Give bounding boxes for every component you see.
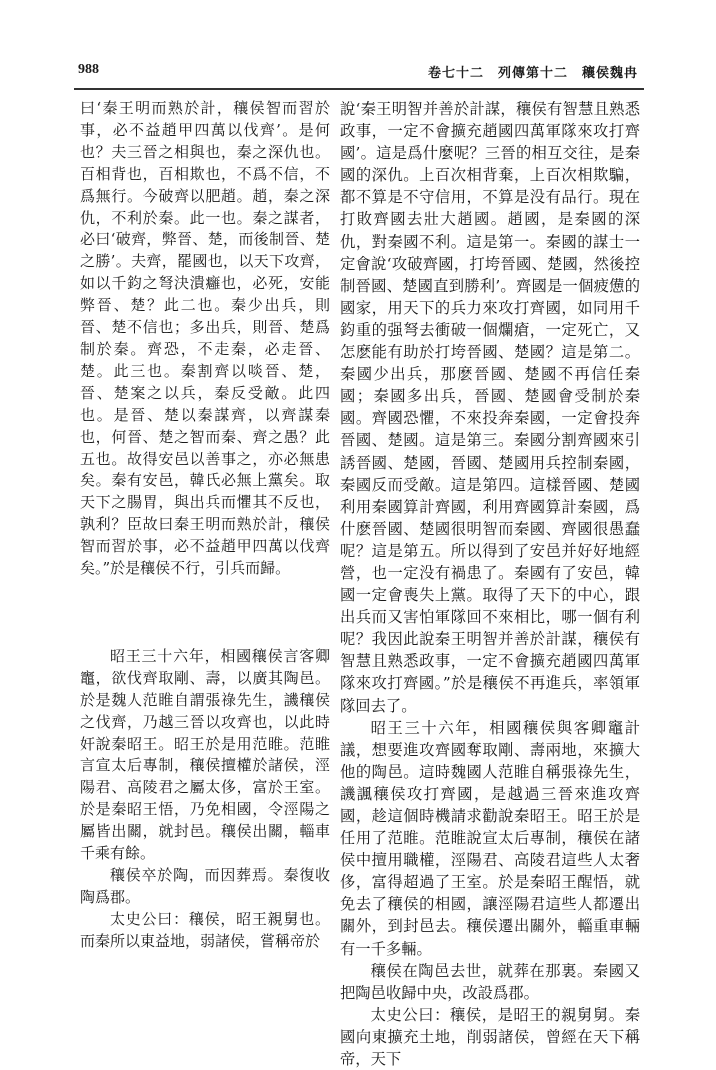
classical-paragraph: 太史公曰：穰侯，昭王親舅也。而秦所以東益地，弱諸侯，嘗稱帝於 bbox=[80, 909, 330, 950]
translation-paragraph: 太史公曰：穰侯，是昭王的親舅舅。秦國向東擴充土地，削弱諸侯，曾經在天下稱帝，天下 bbox=[340, 1005, 640, 1069]
section-gap bbox=[80, 580, 330, 646]
page-header bbox=[78, 58, 638, 86]
classical-paragraph: 穰侯卒於陶，而因葬焉。秦復收陶爲郡。 bbox=[80, 866, 330, 906]
running-title: 卷七十二 列傳第十二 穰侯魏冉 bbox=[427, 66, 638, 81]
translation-paragraph: 穰侯在陶邑去世，就葬在那裏。秦國又把陶邑收歸中央，改設爲郡。 bbox=[340, 961, 640, 1002]
translation-column bbox=[340, 98, 640, 1070]
classical-paragraph: 昭王三十六年，相國穰侯言客卿竈，欲伐齊取剛、壽，以廣其陶邑。於是魏人范睢自謂張祿先生，譏穰侯之伐齊，乃越三晉以攻齊也，以此時奸說秦昭王。昭王於是用范睢。范睢言宣太后專制，穰侯擅權於諸侯，涇陽君、高陵君之屬太侈，富於王室。於是秦昭王悟，乃免相國，令涇陽之屬皆出關，就封邑。穰侯出關，輜車千乘有餘。 bbox=[80, 646, 330, 863]
page-number: 988 bbox=[78, 62, 99, 77]
classical-paragraph: 曰‘秦王明而熟於計，穰侯智而習於事，必不益趙甲四萬以伐齊’。是何也？夫三晉之相與也，秦之深仇也。百相背也，百相欺也，不爲不信，不爲無行。今破齊以肥趙。趙，秦之深仇，不利於秦。此一也。秦之謀者，必曰‘破齊，弊晉、楚，而後制晉、楚之勝’。夫齊，罷國也，以天下攻齊，如以千鈞之弩決潰癰也，必死，安能弊晉、楚？此二也。秦少出兵，則晉、楚不信也；多出兵，則晉、楚爲制於秦。齊恐，不走秦，必走晉、楚。此三也。秦割齊以啖晉、楚，晉、楚案之以兵，秦反受敵。此四也。是晉、楚以秦謀齊，以齊謀秦也，何晉、楚之智而秦、齊之愚？此五也。故得安邑以善事之，亦必無患矣。秦有安邑，韓氏必無上黨矣。取天下之腸胃，與出兵而懼其不反也，孰利？臣故曰秦王明而熟於計，穰侯智而習於事，必不益趙甲四萬以伐齊矣。”於是穰侯不行，引兵而歸。 bbox=[80, 99, 330, 578]
translation-paragraph: 昭王三十六年，相國穰侯與客卿竈計議，想要進攻齊國奪取剛、壽兩地，來擴大他的陶邑。這時魏國人范睢自稱張祿先生，譏諷穰侯攻打齊國，是越過三晉來進攻齊國，趁這個時機請求勸說秦昭王。昭王於是任用了范睢。范睢說宣太后專制，穰侯在諸侯中擅用職權，涇陽君、高陵君這些人太奢侈，富得超過了王室。於是秦昭王醒悟，就免去了穰侯的相國，讓涇陽君這些人都遷出關外，到封邑去。穰侯遷出關外，輜重車輛有一千多輛。 bbox=[340, 718, 640, 958]
classical-text-column bbox=[80, 98, 330, 953]
translation-paragraph: 說‘秦王明智并善於計謀，穰侯有智慧且熟悉政事，一定不會擴充趙國四萬軍隊來攻打齊國’。這是爲什麼呢？三晉的相互交往，是秦國的深仇。上百次相背棄，上百次相欺騙，都不算是不守信用，不算是没有品行。現在打敗齊國去壯大趙國。趙國，是秦國的深仇，對秦國不利。這是第一。秦國的謀士一定會說‘攻破齊國，打垮晉國、楚國，然後控制晉國、楚國直到勝利’。齊國是一個疲憊的國家，用天下的兵力來攻打齊國，如同用千鈞重的强弩去衝破一個爛瘡，一定死亡，又怎麽能有助於打垮晉國、楚國？這是第二。秦國少出兵，那麽晉國、楚國不再信任秦國；秦國多出兵，晉國、楚國會受制於秦國。齊國恐懼，不來投奔秦國，一定會投奔晉國、楚國。這是第三。秦國分割齊國來引誘晉國、楚國，晉國、楚國用兵控制秦國，秦國反而受敵。這是第四。這樣晉國、楚國利用秦國算計齊國，利用齊國算計秦國，爲什麽晉國、楚國很明智而秦國、齊國很愚蠢呢？這是第五。所以得到了安邑并好好地經營，也一定没有禍患了。秦國有了安邑，韓國一定會喪失上黨。取得了天下的中心，跟出兵而又害怕軍隊回不來相比，哪一個有利呢？我因此說秦王明智并善於計謀，穰侯有智慧且熟悉政事，一定不會擴充趙國四萬軍隊來攻打齊國。”於是穰侯不再進兵，率領軍隊回去了。 bbox=[340, 100, 640, 715]
header-rule bbox=[74, 88, 644, 90]
